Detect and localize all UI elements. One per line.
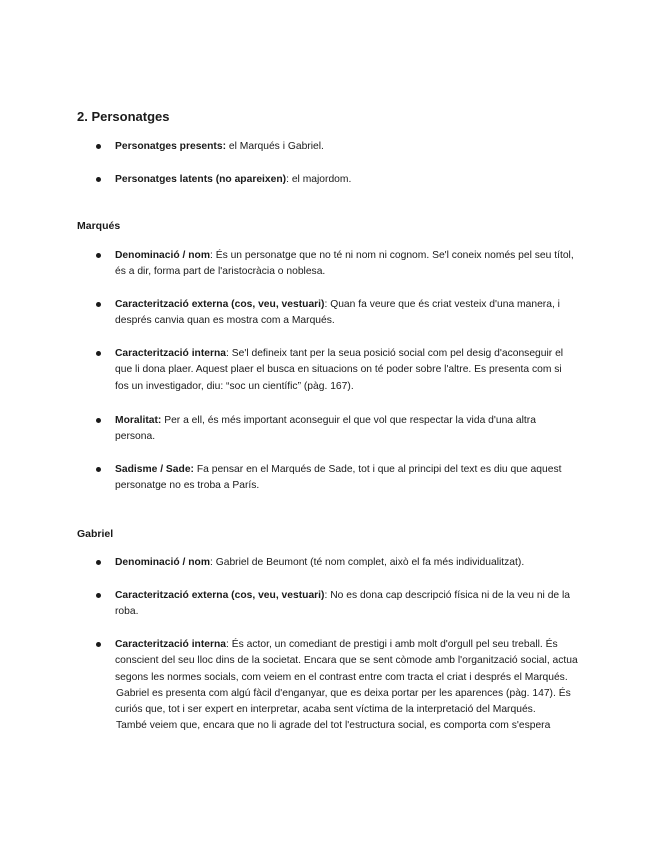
item-text: : el majordom. [286,174,352,185]
item-label: Denominació / nom [115,250,210,261]
item-text: : És actor, un comediant de prestigi i amb molt d'orgull pel seu treball. És conscient del seu lloc dins de la societat. Encara que se sent còmode amb l'organització social, actua segons les normes socials, com veiem en el contrast entre com tracta el criat i després el Marqués. [115,639,578,683]
item-label: Moralitat: [115,415,162,426]
heading-gabriel: Gabriel [77,528,114,540]
list-item-presents [96,139,578,155]
paragraph [115,637,578,686]
list-item-gabriel-nom [96,555,578,571]
section-title: 2. Personatges [77,109,170,124]
item-label: Personatges latents (no apareixen) [115,174,287,185]
item-label: Caracterització externa (cos, veu, vestuari) [115,590,325,601]
item-text: : Gabriel de Beumont (té nom complet, això el fa més individualitzat). [209,557,525,568]
item-text: Per a ell, és més important aconseguir el que vol que respectar la vida d'una altra persona. [115,415,536,443]
item-text: : Se'l defineix tant per la seua posició social com pel desig d'aconseguir el que li dona plaer. Aquest plaer el busca en situacions on té poder sobre l'altre. Es presenta com si fos un investigador, diu: “soc un científic” (pàg. 167). [115,348,564,392]
item-text: Fa pensar en el Marqués de Sade, tot i que al principi del text es diu que aquest personatge no es troba a París. [115,464,562,492]
item-label: Caracterització externa (cos, veu, vestuari) [115,299,325,310]
list-item-marques-moralitat [96,413,578,446]
bullet-icon [96,593,101,598]
list-item-gabriel-interna [96,637,578,735]
list-item-latents [96,172,578,188]
list-item-marques-sadisme [96,462,578,495]
list-item-marques-externa [96,297,578,330]
bullet-icon [96,418,101,423]
list-item-marques-nom [96,248,578,281]
paragraph: També veiem que, encara que no li agrade del tot l'estructura social, es comporta com s'espera [116,720,551,732]
bullet-icon [96,144,101,149]
bullet-icon [96,560,101,565]
bullet-icon [96,351,101,356]
item-label: Personatges presents: [115,141,227,152]
item-label: Sadisme / Sade: [115,464,194,475]
item-text: : No es dona cap descripció física ni de la veu ni de la roba. [115,590,571,618]
bullet-icon [96,642,101,647]
item-text: : Quan fa veure que és criat vesteix d'una manera, i després canvia quan es mostra com a Marqués. [115,299,560,327]
list-item-marques-interna [96,346,578,395]
item-text: : És un personatge que no té ni nom ni cognom. Se'l coneix només pel seu títol, és a dir, forma part de l'aristocràcia o noblesa. [115,250,574,278]
bullet-icon [96,253,101,258]
paragraph: Gabriel es presenta com algú fàcil d'enganyar, que es deixa portar per les aparences (pàg. 147). És curiós que, tot i ser expert en interpretar, acaba sent víctima de la interpretació del Marqués. [115,687,571,716]
item-text: el Marqués i Gabriel. [226,141,324,152]
bullet-icon [96,467,101,472]
item-label: Denominació / nom [115,557,210,568]
list-item-gabriel-externa [96,588,578,621]
item-label: Caracterització interna [115,639,227,650]
heading-marques: Marqués [77,220,121,232]
bullet-icon [96,177,101,182]
item-label: Caracterització interna [115,348,227,359]
bullet-icon [96,302,101,307]
